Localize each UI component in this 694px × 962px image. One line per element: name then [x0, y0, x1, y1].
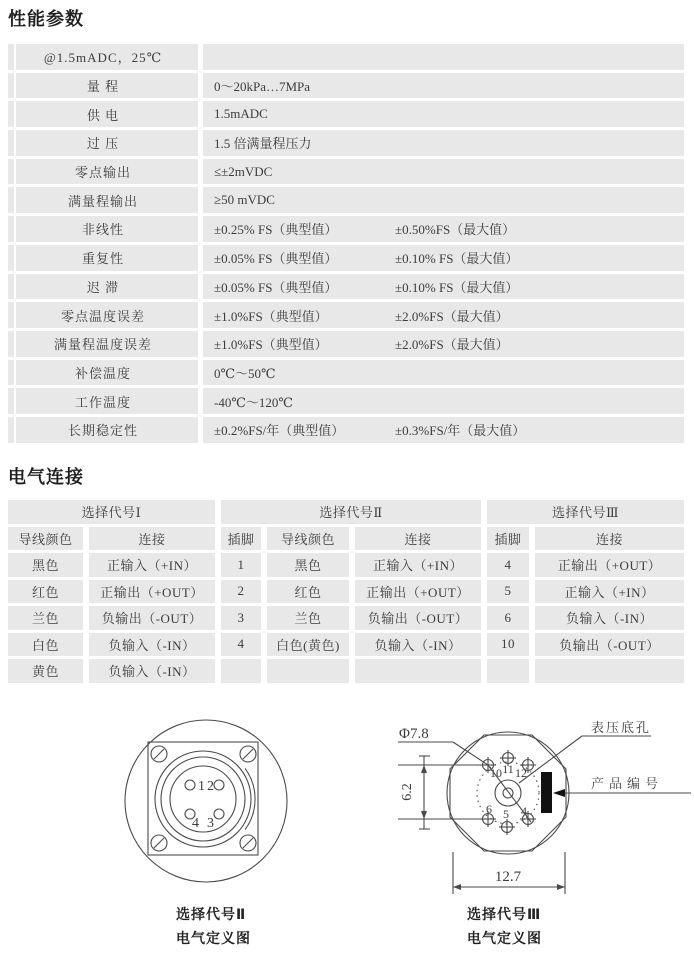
- param-label: 迟 滞: [8, 274, 198, 300]
- param-value: [203, 417, 684, 443]
- wire-color-cell: 黄色: [8, 659, 83, 683]
- pin-cell: 10: [487, 633, 529, 657]
- wire-color-cell: 兰色: [267, 606, 349, 630]
- param-value: [203, 159, 684, 185]
- socket-ring-outer: [155, 751, 251, 847]
- table-row: [8, 159, 684, 185]
- connection-cell: 负输入（-IN）: [89, 633, 215, 657]
- value-max: ±0.3%FS/年（最大值）: [395, 423, 526, 439]
- param-label: 供 电: [8, 101, 198, 127]
- wire-color-cell: [267, 659, 349, 683]
- wire-color-cell: 红色: [8, 580, 83, 604]
- dim-height-label: 6.2: [400, 783, 415, 801]
- param-value: [203, 130, 684, 156]
- param-label: 满量程输出: [8, 187, 198, 213]
- value-max: ±2.0%FS（最大值）: [395, 337, 509, 353]
- gauge-vent-hole-outer: [495, 780, 521, 806]
- table-row: [8, 73, 684, 99]
- pin-12-label: 12: [515, 766, 527, 780]
- param-value: [203, 44, 684, 70]
- wire-color-cell: 白色: [8, 633, 83, 657]
- socket-ring-inner: [170, 766, 236, 832]
- param-label: 长期稳定性: [8, 417, 198, 443]
- pin-2: [214, 780, 224, 790]
- dim-height-arrow-up: [421, 765, 427, 773]
- value-max: ±0.10% FS（最大值）: [395, 251, 519, 267]
- param-label: 工作温度: [8, 388, 198, 414]
- pin-6-label: 6: [486, 802, 492, 816]
- pin-cell: 3: [221, 606, 261, 630]
- table-row: [8, 216, 684, 242]
- value-typical: ±1.0%FS（典型值）: [214, 337, 328, 353]
- param-value: [203, 360, 684, 386]
- pin-cell: [487, 659, 529, 683]
- group-header-code1: 选择代号Ⅰ: [8, 500, 215, 524]
- wire-color-cell: 红色: [267, 580, 349, 604]
- param-label: 量 程: [8, 73, 198, 99]
- param-label: 零点温度误差: [8, 302, 198, 328]
- table-row: [8, 360, 684, 386]
- socket-ring-middle: [161, 757, 245, 841]
- dim-diameter-label: Φ7.8: [399, 726, 429, 742]
- connector-diagram-code2: [112, 708, 302, 888]
- pin-3-label: 3: [207, 816, 214, 831]
- pin-11-label: 11: [502, 762, 514, 776]
- pin-cell: [221, 659, 261, 683]
- pin-cell: 4: [487, 553, 529, 577]
- table-row: [8, 245, 684, 271]
- connection-cell: 负输入（-IN）: [535, 606, 684, 630]
- group-header-code3: 选择代号Ⅲ: [487, 500, 684, 524]
- flange-screw-icon: [151, 835, 167, 851]
- connection-cell: 正输入（+IN）: [89, 553, 215, 577]
- performance-table: [8, 44, 684, 443]
- pin-5-icon: [499, 819, 515, 835]
- value-typical: ±0.2%FS/年（典型值）: [214, 423, 345, 439]
- left-diagram-caption-subtitle: 电气定义图: [176, 931, 251, 947]
- value-typical: ±0.05% FS（典型值）: [214, 279, 338, 295]
- value-max: ±2.0%FS（最大值）: [395, 308, 509, 324]
- dim-width-arrow-right: [557, 884, 565, 890]
- right-diagram-caption-subtitle: 电气定义图: [467, 931, 542, 947]
- connection-cell: 负输出（-OUT）: [89, 606, 215, 630]
- value-typical: ±1.0%FS（典型值）: [214, 308, 328, 324]
- product-number-bar: [541, 772, 552, 813]
- param-label: 非线性: [8, 216, 198, 242]
- pin-cell: 4: [221, 633, 261, 657]
- dim-width-label: 12.7: [494, 869, 522, 885]
- right-diagram-caption-title: 选择代号Ⅲ: [467, 907, 542, 923]
- table-row: [8, 388, 684, 414]
- pin-4-label: 4: [192, 816, 199, 831]
- table-row: [8, 130, 684, 156]
- pin-4-label: 4: [521, 804, 527, 818]
- table-row: [8, 417, 684, 443]
- wire-color-cell: 白色(黄色): [267, 633, 349, 657]
- column-header: 插脚: [221, 527, 261, 551]
- flange-screw-icon: [240, 746, 256, 762]
- table-row: [8, 187, 684, 213]
- pin-cell: 2: [221, 580, 261, 604]
- connection-cell: 负输出（-OUT）: [535, 633, 684, 657]
- param-label: 过 压: [8, 130, 198, 156]
- value-typical: 0℃～50℃: [214, 365, 276, 381]
- pin-3: [214, 809, 224, 819]
- connection-cell: [355, 659, 481, 683]
- pin-5-label: 5: [503, 807, 509, 821]
- connection-cell: 正输出（+OUT）: [89, 580, 215, 604]
- param-label: 重复性: [8, 245, 198, 271]
- pin-10-label: 10: [490, 766, 502, 780]
- param-value: [203, 331, 684, 357]
- connector-diagram-code3: [395, 712, 694, 902]
- value-max: ±0.50%FS（最大值）: [395, 222, 516, 238]
- param-value: [203, 274, 684, 300]
- pin-1-label: 1: [198, 779, 205, 794]
- pin-cell: 1: [221, 553, 261, 577]
- param-value: [203, 216, 684, 242]
- param-value: [203, 388, 684, 414]
- connection-cell: 负输出（-OUT）: [355, 606, 481, 630]
- param-value: [203, 302, 684, 328]
- connection-cell: 正输入（+IN）: [535, 580, 684, 604]
- param-label: @1.5mADC，25℃: [8, 44, 198, 70]
- pin-cell: 5: [487, 580, 529, 604]
- pin-2-label: 2: [207, 779, 214, 794]
- connection-cell: 正输入（+IN）: [355, 553, 481, 577]
- electrical-table: [8, 500, 684, 683]
- connection-cell: 负输入（-IN）: [89, 659, 215, 683]
- column-header: 连接: [535, 527, 684, 551]
- value-typical: -40℃～120℃: [214, 394, 293, 410]
- column-header: 连接: [355, 527, 481, 551]
- performance-section-title: 性能参数: [8, 9, 84, 30]
- connection-cell: 正输出（+OUT）: [535, 553, 684, 577]
- connection-cell: [535, 659, 684, 683]
- product-callout-label: 产品编号: [591, 776, 664, 791]
- flange-screw-icon: [151, 746, 167, 762]
- socket-key-arc: [245, 768, 255, 829]
- value-typical: 1.5mADC: [214, 106, 268, 122]
- param-label: 零点输出: [8, 159, 198, 185]
- table-row: [8, 331, 684, 357]
- param-label: 补偿温度: [8, 360, 198, 386]
- wire-color-cell: 黑色: [8, 553, 83, 577]
- param-value: [203, 187, 684, 213]
- table-row: [8, 302, 684, 328]
- pin-cell: 6: [487, 606, 529, 630]
- column-header: 插脚: [487, 527, 529, 551]
- value-typical: ≤±2mVDC: [214, 163, 273, 179]
- param-value: [203, 73, 684, 99]
- wire-color-cell: 黑色: [267, 553, 349, 577]
- column-header: 连接: [89, 527, 215, 551]
- value-typical: ±0.05% FS（典型值）: [214, 251, 338, 267]
- dim-height-arrow-down: [421, 811, 427, 819]
- table-row: [8, 274, 684, 300]
- table-row: [8, 101, 684, 127]
- product-callout-arrow-icon: [553, 789, 565, 797]
- param-value: [203, 245, 684, 271]
- param-value: [203, 101, 684, 127]
- value-typical: 1.5 倍满量程压力: [214, 136, 312, 152]
- value-typical: ±0.25% FS（典型值）: [214, 222, 338, 238]
- column-header: 导线颜色: [8, 527, 83, 551]
- column-header: 导线颜色: [267, 527, 349, 551]
- left-diagram-caption-title: 选择代号Ⅱ: [176, 907, 247, 923]
- value-max: ±0.10% FS（最大值）: [395, 279, 519, 295]
- dim-width-arrow-left: [453, 884, 461, 890]
- table-row: [8, 44, 684, 70]
- electrical-section-title: 电气连接: [8, 467, 84, 488]
- group-header-code2: 选择代号Ⅱ: [221, 500, 481, 524]
- value-typical: 0～20kPa…7MPa: [214, 79, 311, 95]
- flange-screw-icon: [240, 835, 256, 851]
- vent-callout-label: 表压底孔: [591, 720, 652, 735]
- pin-1: [185, 780, 195, 790]
- wire-color-cell: 兰色: [8, 606, 83, 630]
- connector-body-circle: [125, 720, 287, 882]
- param-label: 满量程温度误差: [8, 331, 198, 357]
- connection-cell: 正输出（+OUT）: [355, 580, 481, 604]
- value-typical: ≥50 mVDC: [214, 192, 275, 208]
- connection-cell: 负输入（-IN）: [355, 633, 481, 657]
